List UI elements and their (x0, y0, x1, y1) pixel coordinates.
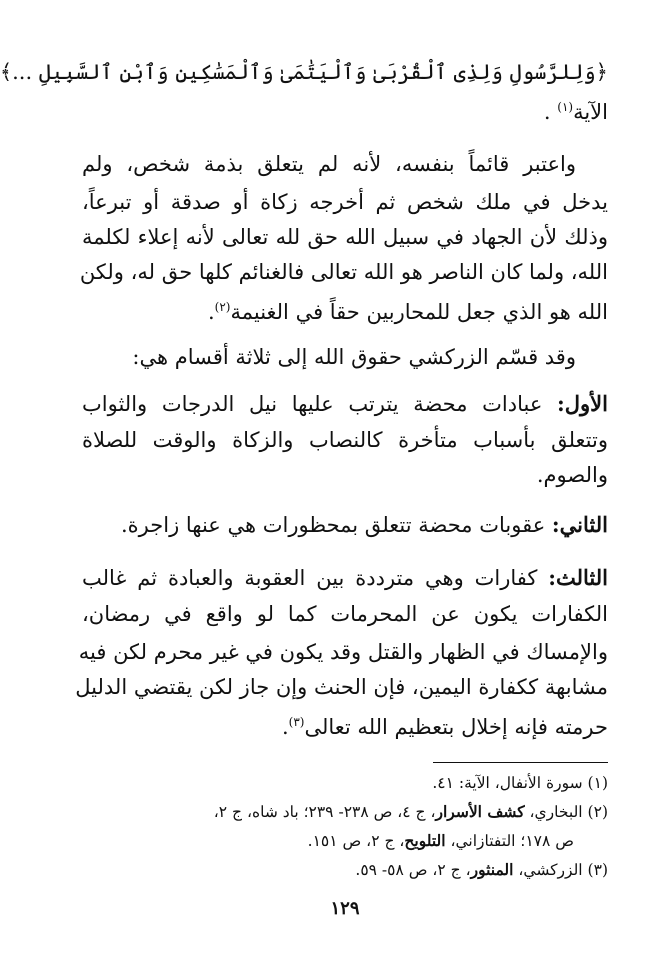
footnote-1 (82, 768, 608, 798)
verse-text: ﴿وَلِلرَّسُولِ وَلِذِى ٱلْقُرْبَىٰ وَٱلْيَتَٰمَىٰ وَٱلْمَسَٰكِينِ وَٱبْنِ ٱلسَّبِيلِ ...﴾ (0, 60, 608, 84)
footnote-2-line-2 (82, 826, 574, 856)
footnote-3-book: المنثور (470, 860, 514, 879)
third-line-5: حرمته فإنه إخلال بتعظيم الله تعالى$^{(٣)}$. (281, 715, 608, 739)
third-text-1: كفارات وهي مترددة بين العقوبة والعبادة ثم غالب (82, 566, 538, 590)
para1-line-2: يدخل في ملك شخص ثم أخرجه زكاة أو صدقة أو تبرعاً، (82, 190, 608, 214)
third-text-5: حرمته فإنه إخلال بتعظيم الله تعالى (304, 715, 608, 739)
footnote-ref-3[interactable]: (٣) (288, 715, 305, 729)
second-label: الثاني: (551, 512, 608, 537)
para1-line-1: واعتبر قائماً بنفسه، لأنه لم يتعلق بذمة شخص، ولم (82, 152, 576, 176)
footnote-2-rest: ، ج ٤، ص ٢٣٨- ٢٣٩؛ باد شاه، ج ٢، (213, 803, 436, 821)
verse-line-2: الآية$^{(١)}$ . (543, 100, 608, 124)
second-text: عقوبات محضة تتعلق بمحظورات هي عنها زاجرة. (121, 513, 546, 537)
footnote-3-author: الزركشي، (518, 861, 583, 879)
third-line-4: مشابهة ككفارة اليمين، فإن الحنث وإن جاز لكن يقتضي الدليل (75, 675, 608, 699)
second-line (82, 506, 608, 544)
footnote-2-line-1 (82, 797, 608, 827)
footnote-2-book: كشف الأسرار (435, 802, 525, 821)
third-label: الثالث: (548, 565, 608, 590)
para1-line-5: الله هو الذي جعل للمحاربين حقاً في الغنيمة$^{(٢)}$. (207, 300, 608, 324)
para1-line-4: الله، ولما كان الناصر هو الله تعالى فالغنائم كلها حق له، ولكن (79, 260, 608, 284)
first-text-1: عبادات محضة يترتب عليها نيل الدرجات والثواب (82, 392, 543, 416)
footnote-2-book-2: التلويح (404, 831, 446, 850)
footnote-2-number: (٢) (587, 803, 608, 821)
first-line-2: وتتعلق بأسباب متأخرة كالنصاب والزكاة والوقت للصلاة (82, 428, 608, 452)
para1-line-3: وذلك لأن الجهاد في سبيل الله حق لله تعالى لأنه إعلاء لكلمة (82, 225, 608, 249)
footnote-3-number: (٣) (587, 861, 608, 879)
verse-ayah-label: الآية (573, 100, 608, 124)
footnote-3-rest: ، ج ٢، ص ٥٨- ٥٩. (355, 861, 471, 879)
footnote-3 (82, 855, 608, 885)
footnote-1-text: سورة الأنفال، الآية: ٤١. (432, 774, 583, 792)
third-line-3: والإمساك في الظهار والقتل وقد يكون في غير محرم لكن فيه (78, 640, 608, 664)
page-number: ١٢٩ (330, 898, 360, 919)
footnote-ref-2[interactable]: (٢) (214, 300, 231, 314)
intro-line: وقد قسّم الزركشي حقوق الله إلى ثلاثة أقسام هي: (132, 345, 576, 369)
verse-line-1 (0, 53, 608, 91)
footnote-2-cont-a: ص ١٧٨؛ التفتازاني، (450, 832, 574, 850)
third-line-1 (82, 559, 608, 597)
third-line-2: الكفارات يكون عن المحرمات كما لو واقع في رمضان، (82, 602, 608, 626)
footnote-2-cont-b: ، ج ٢، ص ١٥١. (307, 832, 405, 850)
footnote-divider (433, 762, 608, 763)
footnote-ref-1[interactable]: (١) (557, 100, 574, 114)
para1-line-5-text: الله هو الذي جعل للمحاربين حقاً في الغنيمة (230, 300, 608, 324)
footnote-1-number: (١) (587, 774, 608, 792)
first-label: الأول: (557, 391, 608, 416)
first-line-1 (82, 385, 608, 423)
footnote-2-author: البخاري، (529, 803, 583, 821)
first-line-3: والصوم. (536, 463, 608, 487)
